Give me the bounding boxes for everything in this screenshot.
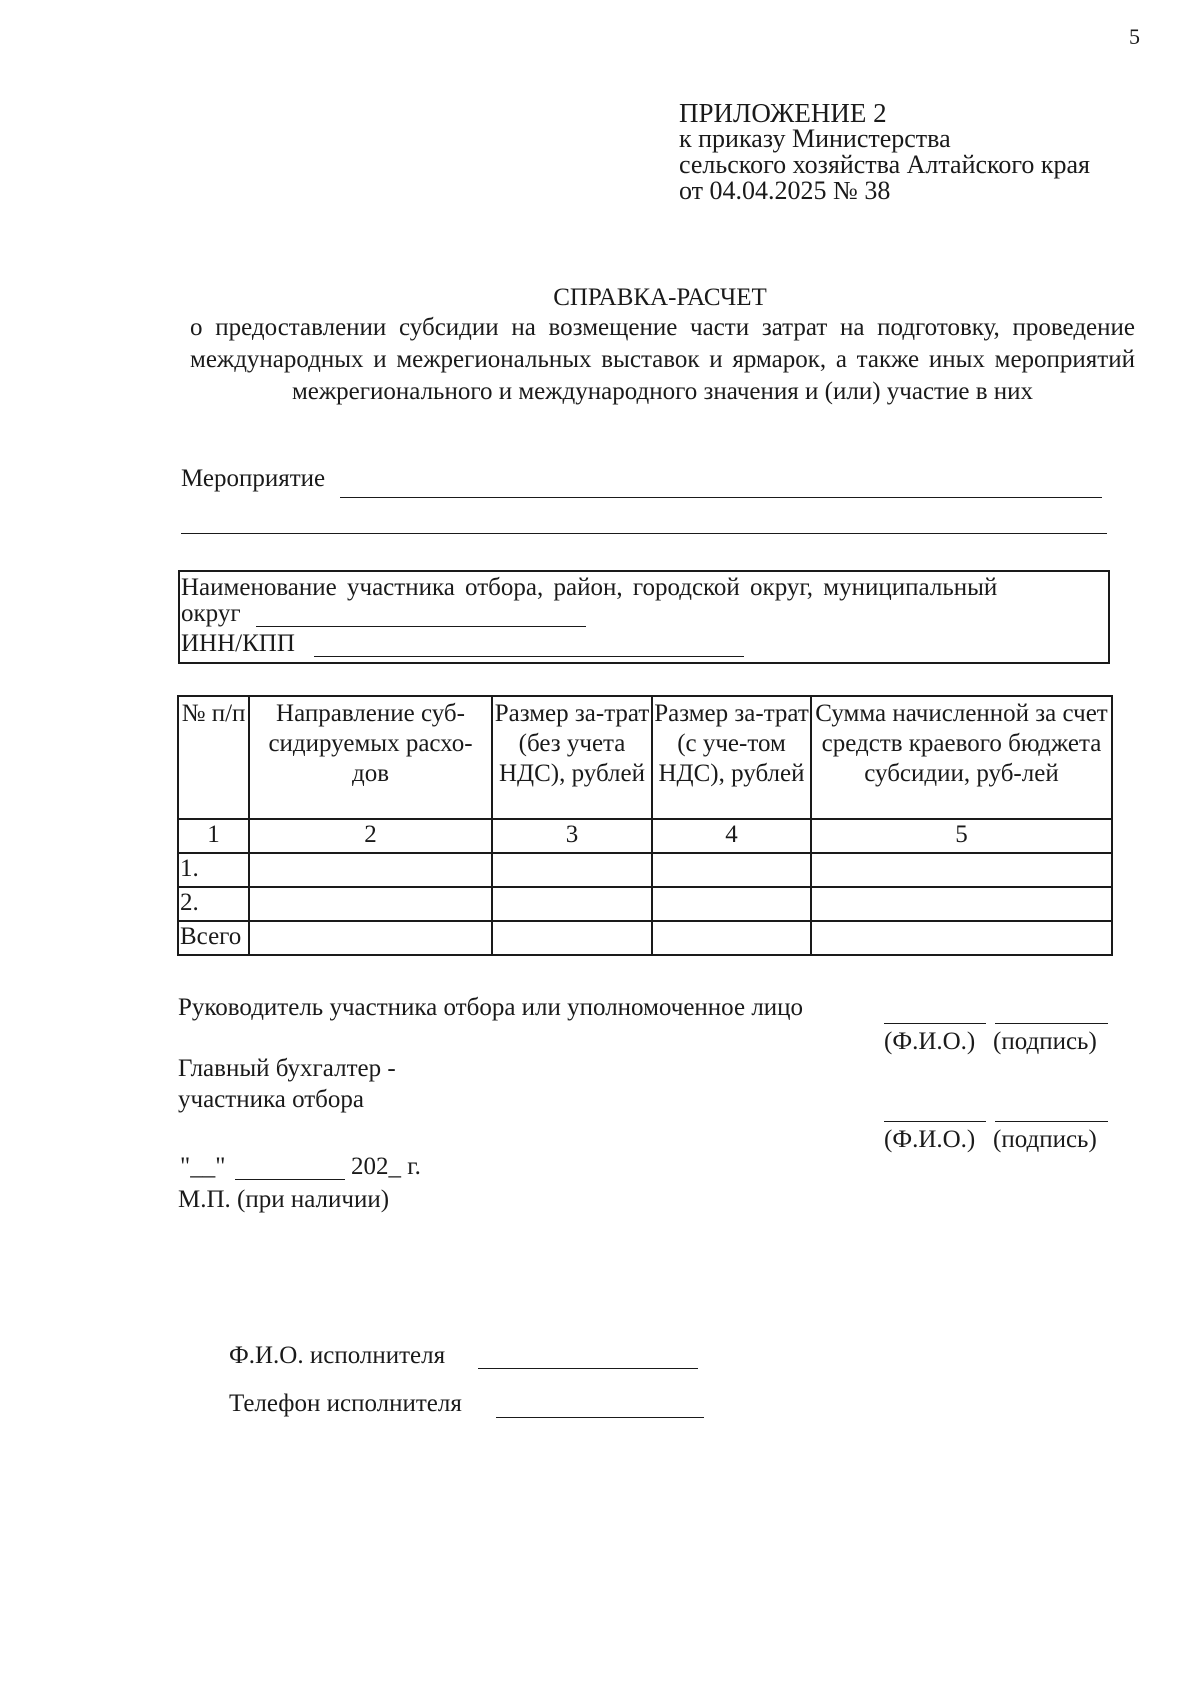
table-cell[interactable] [652,921,811,955]
table-row [178,887,1112,921]
page-number: 5 [1129,24,1140,49]
participant-name-input-line[interactable] [256,626,586,627]
participant-name-label: Наименование участника отбора, район, городской округ, муниципальный [181,574,998,601]
document-subtitle: о предоставлении субсидии на возмещение части затрат на подготовку, проведение международных и межрегиональных выставок и ярмарок, а также иных мероприятий межрегионального и международного значения и (или) участие в них [190,314,1135,405]
head-fio-caption: (Ф.И.О.) [884,1028,976,1055]
event-input-line-2[interactable] [181,533,1107,534]
inn-kpp-label: ИНН/КПП [181,630,295,657]
row-label: 2. [178,887,249,921]
accountant-fio-caption: (Ф.И.О.) [884,1126,976,1153]
accountant-fio-line[interactable] [884,1121,986,1122]
head-sign-caption: (подпись) [993,1028,1097,1055]
table-cell[interactable] [492,853,652,887]
table-cell[interactable] [652,887,811,921]
event-label: Мероприятие [181,465,326,492]
header-cell: Размер за-трат (с уче-том НДС), рублей [652,696,811,819]
date-month-line[interactable] [235,1179,345,1180]
table-cell[interactable] [249,853,492,887]
accountant-label-1: Главный бухгалтер - [178,1055,396,1082]
executor-phone-label: Телефон исполнителя [229,1390,462,1417]
column-number: 2 [249,819,492,853]
table-cell[interactable] [492,887,652,921]
date-year: 202_ г. [351,1153,421,1180]
participant-box [178,570,1110,664]
document-title: СПРАВКА-РАСЧЕТ [553,284,767,311]
table-cell[interactable] [811,887,1112,921]
head-signature-label: Руководитель участника отбора или уполномоченное лицо [178,994,804,1021]
head-sign-line[interactable] [995,1023,1108,1024]
column-number: 3 [492,819,652,853]
header-cell: Размер за-трат (без учета НДС), рублей [492,696,652,819]
header-cell: Сумма начисленной за счет средств краевого бюджета субсидии, руб-лей [811,696,1112,819]
table-cell[interactable] [249,887,492,921]
table-row [178,853,1112,887]
executor-fio-label: Ф.И.О. исполнителя [229,1342,446,1369]
table-row [178,921,1112,955]
row-label: 1. [178,853,249,887]
header-cell: Направление суб-сидируемых расхо-дов [249,696,492,819]
head-fio-line[interactable] [884,1023,986,1024]
accountant-label-2: участника отбора [178,1086,364,1113]
row-label-total: Всего [178,921,249,955]
table-cell[interactable] [249,921,492,955]
column-number-row [178,819,1112,853]
table-cell[interactable] [811,921,1112,955]
header-cell: № п/п [178,696,249,819]
column-number: 1 [178,819,249,853]
appendix-line-2: сельского хозяйства Алтайского края [679,150,1091,179]
table-cell[interactable] [652,853,811,887]
executor-fio-line[interactable] [478,1368,698,1369]
accountant-sign-line[interactable] [995,1121,1108,1122]
executor-phone-line[interactable] [496,1417,704,1418]
inn-kpp-input-line[interactable] [314,656,744,657]
appendix-title: ПРИЛОЖЕНИЕ 2 [679,98,887,128]
table-header-row [178,696,1112,819]
participant-okrug-label: округ [181,600,241,627]
date-day: "__" [180,1153,226,1180]
appendix-line-3: от 04.04.2025 № 38 [679,176,891,205]
table-cell[interactable] [492,921,652,955]
appendix-block [679,100,1090,204]
event-input-line[interactable] [340,497,1102,498]
stamp-label: М.П. (при наличии) [178,1186,390,1213]
appendix-line-1: к приказу Министерства [679,124,951,153]
calculation-table [177,695,1113,956]
column-number: 5 [811,819,1112,853]
accountant-sign-caption: (подпись) [993,1126,1097,1153]
table-cell[interactable] [811,853,1112,887]
column-number: 4 [652,819,811,853]
